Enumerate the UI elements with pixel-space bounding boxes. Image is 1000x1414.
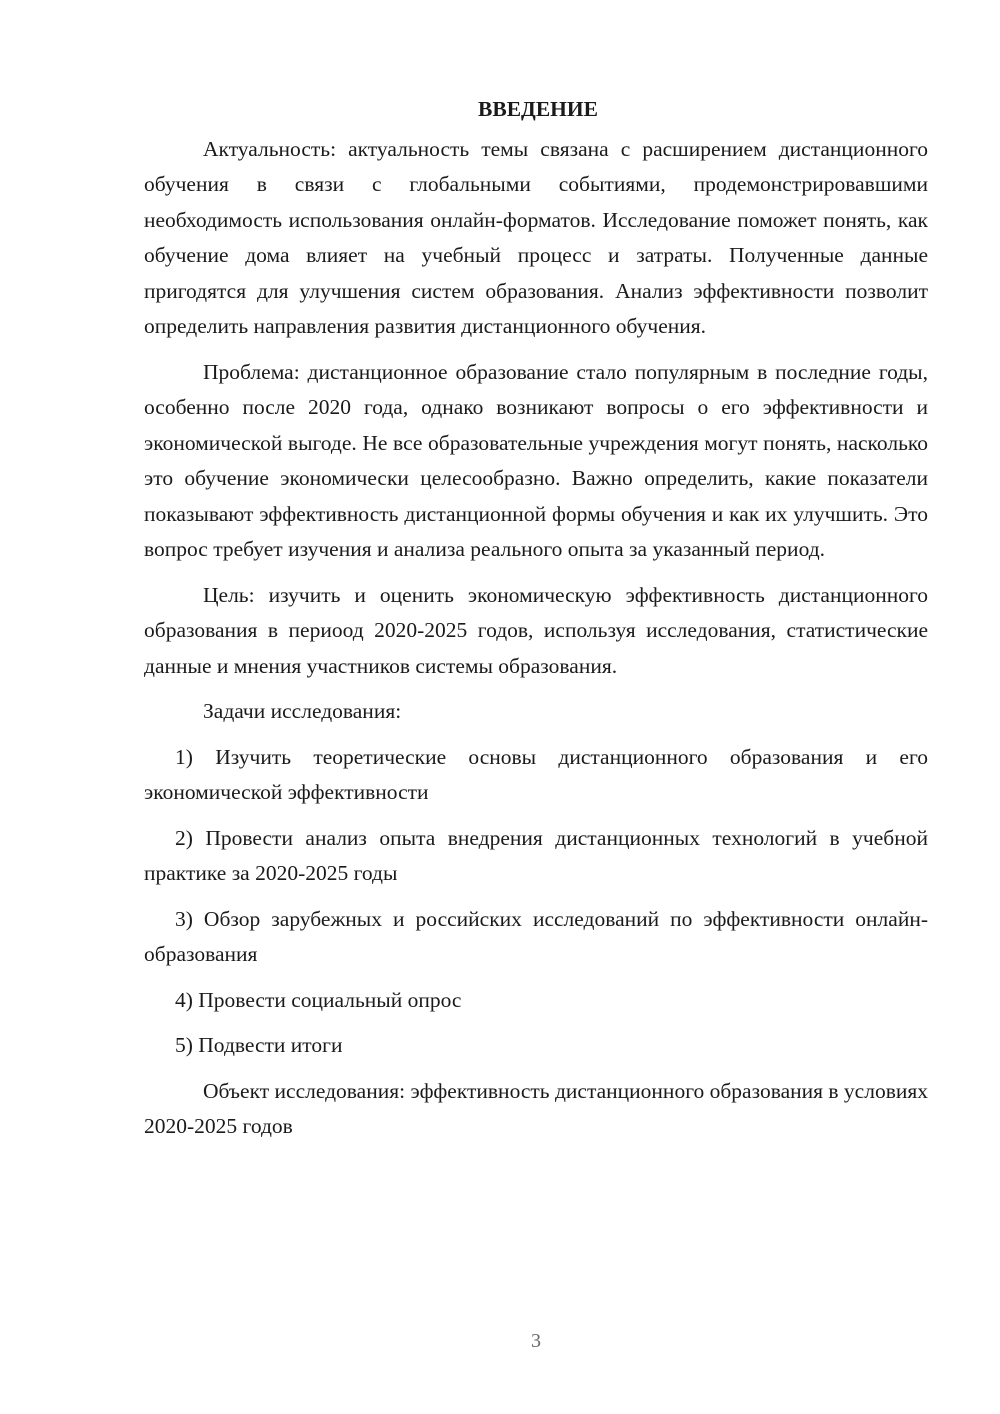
goal-paragraph: Цель: изучить и оценить экономическую эффективность дистанционного образования в периоод 2020-2025 годов, используя исследования, статистические данные и мнения участников системы образования.	[144, 582, 928, 678]
page-number: 3	[531, 1330, 541, 1352]
section-heading: ВВЕДЕНИЕ	[478, 97, 598, 121]
task-item: 2) Провести анализ опыта внедрения дистанционных технологий в учебной практике за 2020-2025 годы	[144, 825, 928, 885]
task-item: 5) Подвести итоги	[175, 1033, 343, 1057]
task-item: 4) Провести социальный опрос	[175, 987, 462, 1012]
task-item: 3) Обзор зарубежных и российских исследований по эффективности онлайн-образования	[144, 906, 928, 966]
object-paragraph: Объект исследования: эффективность дистанционного образования в условиях 2020-2025 годов	[144, 1078, 928, 1138]
problem-paragraph: Проблема: дистанционное образование стало популярным в последние годы, особенно после 2020 года, однако возникают вопросы о его эффективности и экономической выгоде. Не все образовательные учреждения могут понять, насколько это обучение экономически целесообразно. Важно определить, какие показатели показывают эффективность дистанционной формы обучения и как их улучшить. Это вопрос требует изучения и анализа реального опыта за указанный период.	[144, 359, 928, 561]
task-item: 1) Изучить теоретические основы дистанционного образования и его экономической эффективности	[144, 744, 928, 804]
document-page	[144, 92, 928, 1145]
tasks-heading: Задачи исследования:	[203, 699, 402, 723]
relevance-paragraph: Актуальность: актуальность темы связана с расширением дистанционного обучения в связи с глобальными событиями, продемонстрировавшими необходимость использования онлайн-форматов. Исследование поможет понять, как обучение дома влияет на учебный процесс и затраты. Полученные данные пригодятся для улучшения систем образования. Анализ эффективности позволит определить направления развития дистанционного обучения.	[144, 136, 928, 338]
